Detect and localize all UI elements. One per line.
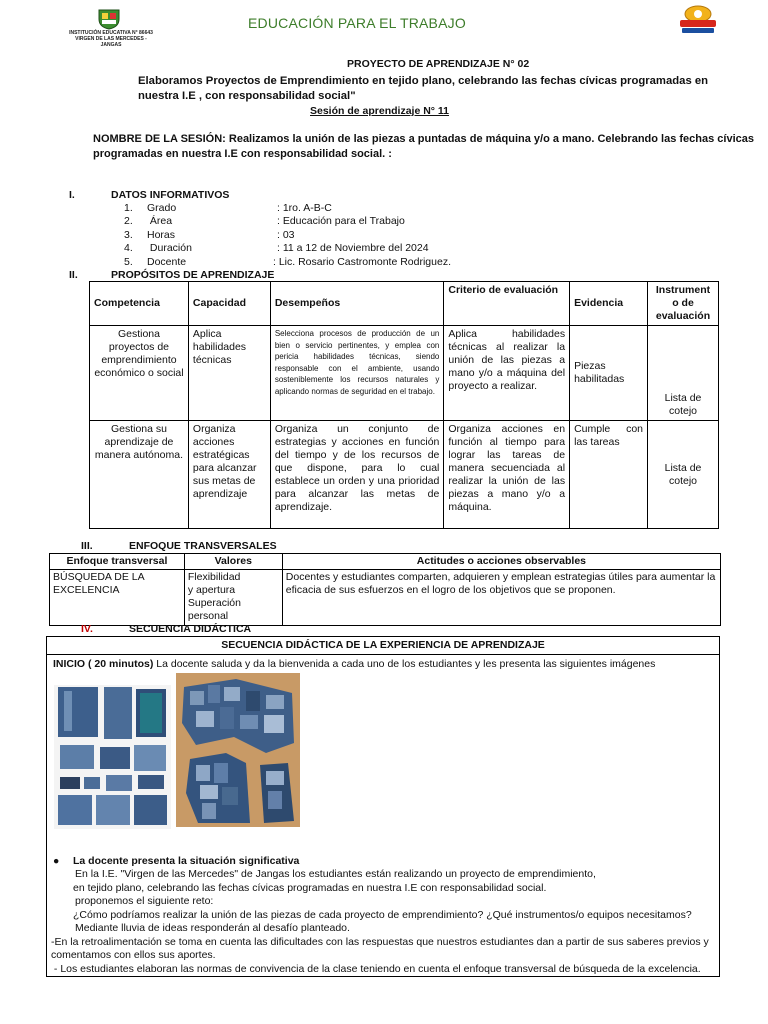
datos-item-value: : 03 <box>277 228 295 241</box>
cell-capacidad: Aplica habilidades técnicas <box>188 326 270 421</box>
table-header-row <box>90 282 719 326</box>
table-row <box>50 570 721 626</box>
cell-enfoque: BÚSQUEDA DE LA EXCELENCIA <box>50 570 185 626</box>
datos-item-value: : 1ro. A-B-C <box>277 202 332 214</box>
datos-item-label: Docente <box>147 255 187 268</box>
school-name-line2: VIRGEN DE LAS MERCEDES - JANGAS <box>75 36 147 48</box>
cell-competencia: Gestiona su aprendizaje de manera autónoma. <box>90 421 189 529</box>
session-name-line2: programadas en nuestra I.E con responsabilidad social. : <box>93 148 392 160</box>
section4-heading: SECUENCIA DIDÁCTICA <box>129 623 252 635</box>
datos-item <box>124 229 544 243</box>
datos-item-number: 5. <box>124 255 133 268</box>
bullet-line <box>53 855 299 869</box>
datos-item-label: Duración <box>147 242 192 254</box>
table-row <box>90 326 719 421</box>
cell-instrumento: Lista de cotejo <box>648 326 719 421</box>
datos-item <box>124 256 544 270</box>
datos-item <box>124 202 544 215</box>
section3-heading: ENFOQUE TRANSVERSALES <box>129 540 277 552</box>
datos-item-label: Área <box>147 215 173 227</box>
paragraph-line: - Los estudiantes elaboran las normas de convivencia de la clase teniendo en cuenta el enfoque transversal de búsqueda de la excelencia. <box>51 963 701 975</box>
cell-actitudes: Docentes y estudiantes comparten, adquieren y emplean estrategias útiles para aumentar la eficacia de sus esfuerzos en el logro de los objetivos que se proponen. <box>282 570 720 626</box>
jec-logo <box>676 5 720 35</box>
section1-heading: DATOS INFORMATIVOS <box>111 189 230 201</box>
inicio-line <box>53 658 655 672</box>
school-logo <box>66 8 156 48</box>
paragraph-line: en tejido plano, celebrando las fechas cívicas programadas en nuestra I.E con responsabilidad social. <box>73 882 547 894</box>
enfoque-table <box>49 553 721 626</box>
datos-item-number: 4. <box>124 242 133 254</box>
header-enfoque: Enfoque transversal <box>50 554 185 570</box>
header-competencia: Competencia <box>90 282 189 326</box>
jec-logo-icon <box>676 5 720 35</box>
bullet-icon: ● <box>53 855 60 867</box>
section2-heading: PROPÓSITOS DE APRENDIZAJE <box>111 269 275 281</box>
datos-item-number: 3. <box>124 228 133 241</box>
patchwork-image <box>176 673 300 827</box>
session-number: Sesión de aprendizaje N° 11 <box>310 105 450 117</box>
section3-numeral: III. <box>81 540 93 552</box>
cell-desempeno: Selecciona procesos de producción de un bien o servicio pertinentes, y emplea con pericia habilidades técnicas, siendo responsable con el ambiente, usando sosteniblemente los recursos naturales y aplicando normas de seguridad en el trabajo. <box>270 326 444 421</box>
datos-item-number: 1. <box>124 202 133 214</box>
paragraph-line: En la I.E. "Virgen de las Mercedes" de Jangas los estudiantes están realizando un proyecto de emprendimiento, <box>75 868 596 880</box>
valor-line: personal <box>187 610 229 622</box>
cell-evidencia: Cumple con las tareas <box>570 421 648 529</box>
table-row <box>90 421 719 529</box>
propositos-table <box>89 281 719 529</box>
bullet-heading: La docente presenta la situación significativa <box>73 855 300 867</box>
project-title-line2: nuestra I.E , con responsabilidad social" <box>138 90 356 102</box>
datos-list <box>124 202 544 269</box>
datos-item-number: 2. <box>124 215 133 227</box>
paragraph-line: ¿Cómo podríamos realizar la unión de las piezas de cada proyecto de emprendimiento? ¿Qué instrumentos/o equipos necesitamos? <box>73 909 692 921</box>
valor-line: Flexibilidad <box>187 571 241 583</box>
project-number: PROYECTO DE APRENDIZAJE N° 02 <box>347 58 530 70</box>
cell-evidencia: Piezas habilitadas <box>570 326 648 421</box>
school-name-line1: INSTITUCIÓN EDUCATIVA N° 86643 <box>69 30 153 36</box>
cell-instrumento: Lista de cotejo <box>648 421 719 529</box>
school-crest-icon <box>97 8 121 30</box>
header-instrumento: Instrument o de evaluación <box>648 282 719 326</box>
paragraph-line: proponemos el siguiente reto: <box>75 895 214 907</box>
header-valores: Valores <box>184 554 282 570</box>
datos-item <box>124 215 544 229</box>
denim-pieces-image <box>54 685 171 829</box>
section2-numeral: II. <box>69 269 78 281</box>
project-title-line1: Elaboramos Proyectos de Emprendimiento en tejido plano, celebrando las fechas cívicas programadas en <box>138 75 709 87</box>
datos-item-label: Horas <box>147 228 176 241</box>
cell-criterio: Organiza acciones en función al tiempo para lograr las tareas de manera secuenciada al realizar la unión de las piezas a mano y/o a máquina. <box>444 421 570 529</box>
datos-item-label: Grado <box>147 202 177 214</box>
section1-numeral: I. <box>69 189 75 201</box>
page-header-title: EDUCACIÓN PARA EL TRABAJO <box>248 15 466 31</box>
datos-item-value: : Educación para el Trabajo <box>277 215 405 227</box>
header-evidencia: Evidencia <box>570 282 648 326</box>
paragraph-line: comentamos con ellos sus aportes. <box>51 949 216 961</box>
valor-line: Superación <box>187 597 241 609</box>
table-header-row <box>50 554 721 570</box>
cell-criterio: Aplica habilidades técnicas al realizar la unión de las piezas a mano y/o a máquina del proyecto a realizar. <box>444 326 570 421</box>
session-name-line1: NOMBRE DE LA SESIÓN: Realizamos la unión de las piezas a puntadas de máquina y/o a mano. Celebrando las fechas cívicas <box>93 133 755 145</box>
cell-desempeno: Organiza un conjunto de estrategias y acciones en función del tiempo y de los recursos de que dispone, para lo cual establece un orden y una prioridad para alcanzar las metas de aprendizaje. <box>270 421 444 529</box>
inicio-text: La docente saluda y da la bienvenida a cada uno de los estudiantes y les presenta las siguientes imágenes <box>153 658 656 670</box>
paragraph-line: Mediante lluvia de ideas responderán al desafío planteado. <box>75 922 350 934</box>
header-capacidad: Capacidad <box>188 282 270 326</box>
secuencia-box <box>46 636 720 977</box>
valor-line: y apertura <box>187 584 236 596</box>
header-actitudes: Actitudes o acciones observables <box>282 554 720 570</box>
cell-valores <box>184 570 282 626</box>
inicio-label: INICIO ( 20 minutos) <box>53 658 154 670</box>
paragraph-line: -En la retroalimentación se toma en cuenta las dificultades con las respuestas que nuestros estudiantes dan a partir de sus saberes previos y <box>51 936 709 948</box>
cell-competencia: Gestiona proyectos de emprendimiento económico o social <box>90 326 189 421</box>
datos-item <box>124 242 544 256</box>
header-desempenos: Desempeños <box>270 282 444 326</box>
secuencia-title: SECUENCIA DIDÁCTICA DE LA EXPERIENCIA DE APRENDIZAJE <box>47 637 719 655</box>
cell-capacidad: Organiza acciones estratégicas para alcanzar sus metas de aprendizaje <box>188 421 270 529</box>
header-criterio: Criterio de evaluación <box>444 282 570 326</box>
datos-item-value: : Lic. Rosario Castromonte Rodriguez. <box>273 255 451 268</box>
section4-numeral: IV. <box>81 623 93 635</box>
datos-item-value: : 11 a 12 de Noviembre del 2024 <box>277 242 429 254</box>
